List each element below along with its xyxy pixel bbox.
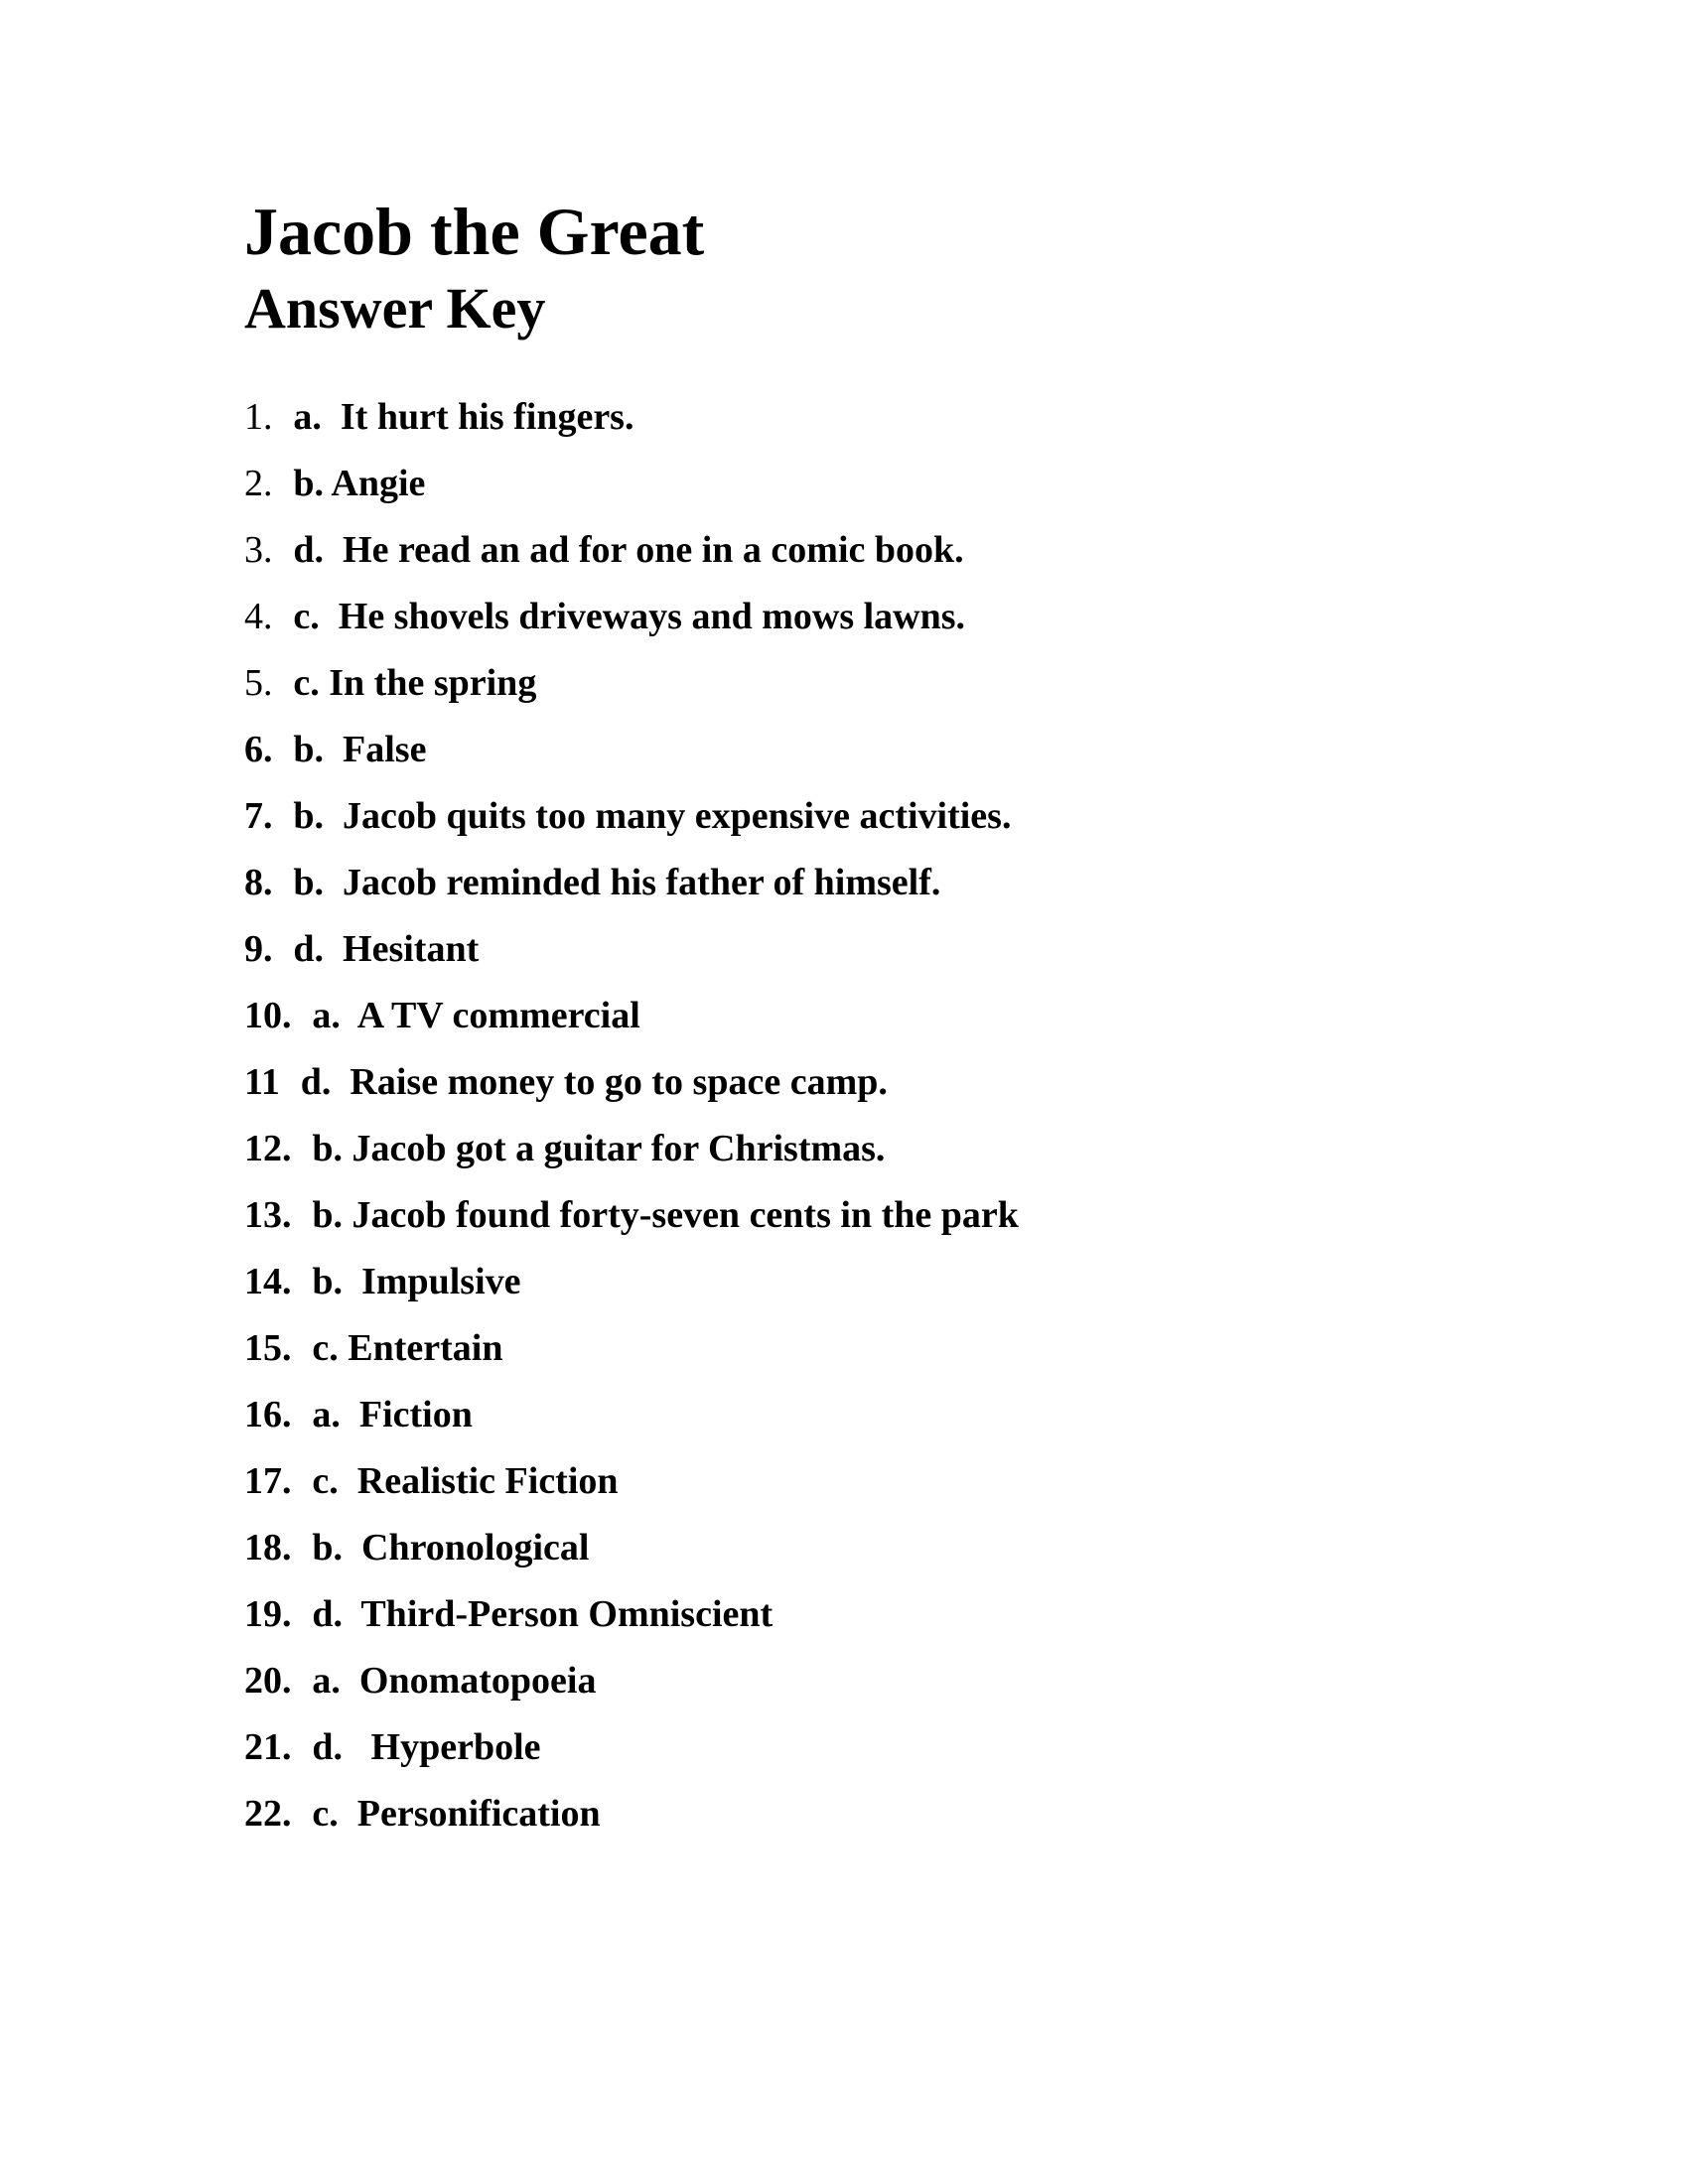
- answer-number: 9.: [244, 927, 273, 970]
- answer-number: 3.: [244, 528, 273, 571]
- answer-text: a. A TV commercial: [312, 994, 640, 1036]
- answer-text: a. Fiction: [312, 1393, 473, 1435]
- answer-item: [244, 1448, 1579, 1515]
- answer-item: [244, 783, 1579, 850]
- answer-number: 18.: [244, 1526, 292, 1569]
- answer-item: [244, 1781, 1579, 1847]
- answer-item: [244, 1581, 1579, 1648]
- answer-number: 14.: [244, 1260, 292, 1302]
- answer-text: d. Hyperbole: [312, 1725, 541, 1768]
- answer-text: b. Jacob got a guitar for Christmas.: [312, 1127, 886, 1169]
- answer-number: 7.: [244, 794, 273, 837]
- answer-item: [244, 1515, 1579, 1581]
- answer-item: [244, 850, 1579, 916]
- answer-item: [244, 1182, 1579, 1249]
- answer-number: 20.: [244, 1659, 292, 1702]
- answer-text: b. Jacob quits too many expensive activities.: [293, 794, 1012, 837]
- answer-number: 10.: [244, 994, 292, 1036]
- answer-number: 13.: [244, 1193, 292, 1236]
- answer-number: 6.: [244, 728, 273, 770]
- answer-item: [244, 650, 1579, 717]
- answer-item: [244, 1648, 1579, 1714]
- answer-item: [244, 1249, 1579, 1315]
- answer-number: 1.: [244, 395, 273, 438]
- answer-item: [244, 983, 1579, 1049]
- answer-number: 17.: [244, 1459, 292, 1502]
- answer-number: 16.: [244, 1393, 292, 1435]
- answer-text: c. Personification: [312, 1792, 601, 1835]
- answer-number: 12.: [244, 1127, 292, 1169]
- answer-text: b. False: [293, 728, 427, 770]
- answer-text: b. Jacob found forty-seven cents in the park: [312, 1193, 1019, 1236]
- answer-item: [244, 517, 1579, 584]
- answer-number: 11: [244, 1060, 280, 1103]
- answer-text: d. He read an ad for one in a comic book.: [293, 528, 964, 571]
- answer-text: d. Third-Person Omniscient: [312, 1592, 774, 1635]
- answer-text: c. In the spring: [293, 661, 537, 704]
- answer-number: 8.: [244, 861, 273, 903]
- answer-text: d. Hesitant: [293, 927, 480, 970]
- answer-text: c. Realistic Fiction: [312, 1459, 619, 1502]
- answer-number: 5.: [244, 661, 273, 704]
- answer-text: b. Angie: [293, 462, 426, 504]
- answer-number: 4.: [244, 595, 273, 637]
- answer-item: [244, 1714, 1579, 1781]
- answer-item: [244, 717, 1579, 783]
- answer-item: [244, 451, 1579, 517]
- page-title: Jacob the Great: [244, 194, 705, 269]
- answer-item: [244, 1049, 1579, 1116]
- answer-item: [244, 916, 1579, 983]
- answer-item: [244, 1116, 1579, 1182]
- answer-text: b. Impulsive: [312, 1260, 521, 1302]
- answer-number: 2.: [244, 462, 273, 504]
- answer-item: [244, 1315, 1579, 1382]
- answer-text: c. He shovels driveways and mows lawns.: [293, 595, 966, 637]
- answer-list: [244, 384, 1579, 1847]
- answer-text: a. Onomatopoeia: [312, 1659, 597, 1702]
- answer-number: 22.: [244, 1792, 292, 1835]
- page-subtitle: Answer Key: [244, 275, 546, 341]
- answer-text: b. Jacob reminded his father of himself.: [293, 861, 941, 903]
- answer-item: [244, 584, 1579, 650]
- answer-text: a. It hurt his fingers.: [293, 395, 634, 438]
- answer-text: d. Raise money to go to space camp.: [300, 1060, 888, 1103]
- answer-text: b. Chronological: [312, 1526, 590, 1569]
- answer-number: 19.: [244, 1592, 292, 1635]
- answer-item: [244, 1382, 1579, 1448]
- answer-number: 21.: [244, 1725, 292, 1768]
- answer-item: [244, 384, 1579, 451]
- answer-number: 15.: [244, 1326, 292, 1369]
- answer-text: c. Entertain: [312, 1326, 503, 1369]
